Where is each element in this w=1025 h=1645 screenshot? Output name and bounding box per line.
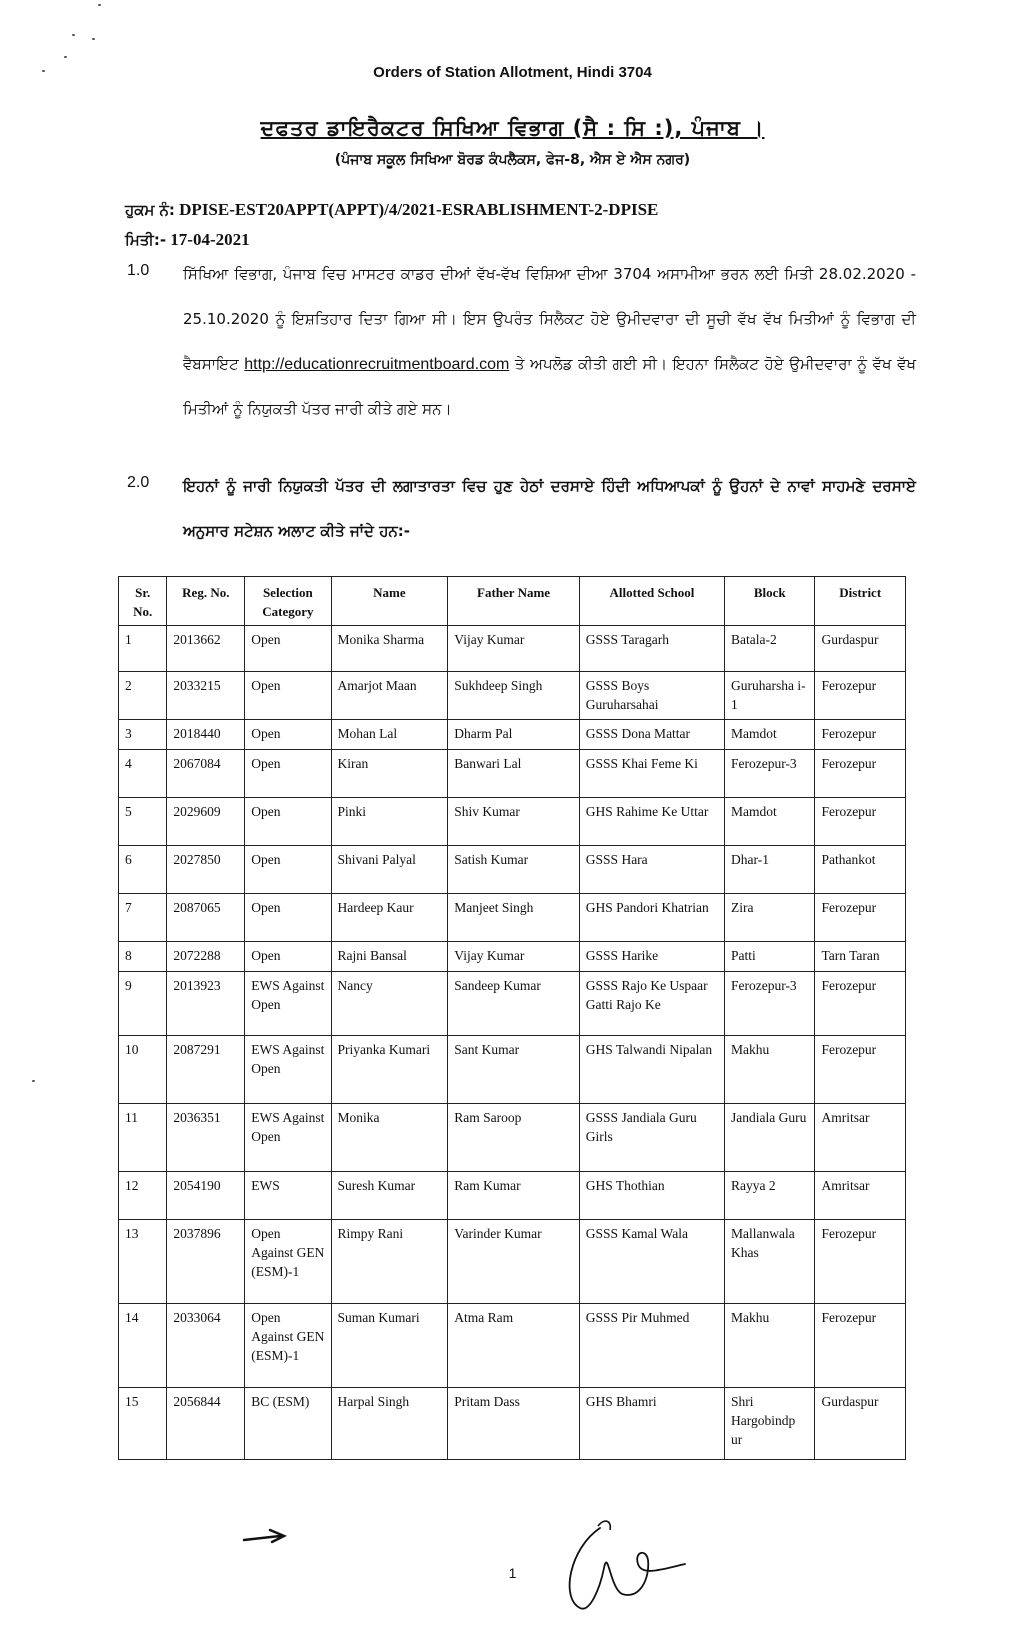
cell-district: Gurdaspur — [815, 626, 906, 672]
cell-father-name: Vijay Kumar — [448, 942, 580, 972]
cell-block: Batala-2 — [724, 626, 814, 672]
table-row — [119, 626, 906, 672]
table-row — [119, 798, 906, 846]
cell-allotted-school: GSSS Kamal Wala — [579, 1220, 724, 1304]
column-header-allotted-school: Allotted School — [579, 577, 724, 626]
cell-reg-no: 2013662 — [167, 626, 245, 672]
cell-father-name: Vijay Kumar — [448, 626, 580, 672]
cell-father-name: Shiv Kumar — [448, 798, 580, 846]
cell-block: Patti — [724, 942, 814, 972]
paragraph-number: 1.0 — [127, 262, 150, 279]
table-header-row — [119, 577, 906, 626]
table-row — [119, 942, 906, 972]
cell-sr-no: 7 — [119, 894, 167, 942]
cell-sr-no: 9 — [119, 972, 167, 1036]
office-title: ਦਫਤਰ ਡਾਇਰੈਕਟਰ ਸਿਖਿਆ ਵਿਭਾਗ (ਸੈ : ਸਿ :), ਪੰਜਾਬ । — [260, 116, 765, 140]
cell-sr-no: 13 — [119, 1220, 167, 1304]
cell-selection-category: Open — [245, 894, 331, 942]
cell-allotted-school: GSSS Boys Guruharsahai — [579, 672, 724, 720]
cell-name: Rimpy Rani — [331, 1220, 448, 1304]
cell-district: Gurdaspur — [815, 1388, 906, 1460]
table-row — [119, 750, 906, 798]
order-number-label: ਹੁਕਮ ਨੰ: — [125, 201, 175, 219]
cell-block: Ferozepur-3 — [724, 750, 814, 798]
cell-sr-no: 15 — [119, 1388, 167, 1460]
cell-father-name: Manjeet Singh — [448, 894, 580, 942]
recruitment-website-link[interactable]: http://educationrecruitmentboard.com — [244, 356, 510, 373]
cell-selection-category: EWS Against Open — [245, 972, 331, 1036]
cell-allotted-school: GSSS Hara — [579, 846, 724, 894]
cell-allotted-school: GSSS Khai Feme Ki — [579, 750, 724, 798]
order-date-line — [125, 230, 250, 250]
cell-district: Ferozepur — [815, 798, 906, 846]
table-row — [119, 972, 906, 1036]
cell-sr-no: 1 — [119, 626, 167, 672]
table-row — [119, 894, 906, 942]
cell-sr-no: 3 — [119, 720, 167, 750]
cell-sr-no: 10 — [119, 1036, 167, 1104]
cell-selection-category: EWS Against Open — [245, 1104, 331, 1172]
order-number-value: DPISE-EST20APPT(APPT)/4/2021-ESRABLISHMENT-2-DPISE — [179, 200, 659, 219]
order-date-label: ਮਿਤੀ:- — [125, 231, 167, 249]
cell-allotted-school: GHS Talwandi Nipalan — [579, 1036, 724, 1104]
cell-name: Nancy — [331, 972, 448, 1036]
cell-selection-category: BC (ESM) — [245, 1388, 331, 1460]
column-header-reg-no: Reg. No. — [167, 577, 245, 626]
cell-district: Amritsar — [815, 1172, 906, 1220]
cell-reg-no: 2029609 — [167, 798, 245, 846]
cell-name: Monika Sharma — [331, 626, 448, 672]
cell-reg-no: 2018440 — [167, 720, 245, 750]
cell-father-name: Sant Kumar — [448, 1036, 580, 1104]
cell-father-name: Sukhdeep Singh — [448, 672, 580, 720]
cell-father-name: Satish Kumar — [448, 846, 580, 894]
cell-selection-category: Open — [245, 942, 331, 972]
cell-district: Pathankot — [815, 846, 906, 894]
cell-selection-category: Open — [245, 750, 331, 798]
scan-speck — [92, 38, 95, 40]
cell-district: Ferozepur — [815, 972, 906, 1036]
column-header-father-name: Father Name — [448, 577, 580, 626]
initials-mark — [240, 1522, 300, 1552]
cell-block: Makhu — [724, 1304, 814, 1388]
table-row — [119, 1104, 906, 1172]
station-allotment-table — [118, 576, 906, 1460]
cell-allotted-school: GSSS Dona Mattar — [579, 720, 724, 750]
cell-reg-no: 2054190 — [167, 1172, 245, 1220]
table-row — [119, 720, 906, 750]
cell-name: Suresh Kumar — [331, 1172, 448, 1220]
cell-name: Mohan Lal — [331, 720, 448, 750]
column-header-selection-category: Selection Category — [245, 577, 331, 626]
cell-father-name: Atma Ram — [448, 1304, 580, 1388]
cell-block: Dhar-1 — [724, 846, 814, 894]
cell-block: Makhu — [724, 1036, 814, 1104]
cell-selection-category: Open — [245, 720, 331, 750]
table-row — [119, 672, 906, 720]
paragraph-1-text-cont: ਤੇ ਅਪਲੋਡ ਕੀਤੀ ਗਈ ਸੀ। ਇਹਨਾ ਸਿਲੈਕਟ ਹੋਏ ਉਮੀਦਵਾਰਾ ਨੂੰ ਵੱਖ ਵੱਖ ਮਿਤੀਆਂ ਨੂੰ ਨਿਯੁਕਤੀ ਪੱਤਰ ਜਾਰੀ ਕੀਤੇ ਗਏ ਸਨ। — [183, 355, 916, 418]
cell-father-name: Varinder Kumar — [448, 1220, 580, 1304]
cell-name: Hardeep Kaur — [331, 894, 448, 942]
column-header-district: District — [815, 577, 906, 626]
cell-sr-no: 8 — [119, 942, 167, 972]
cell-block: Rayya 2 — [724, 1172, 814, 1220]
table-row — [119, 846, 906, 894]
cell-name: Kiran — [331, 750, 448, 798]
page-number: 1 — [508, 1565, 517, 1581]
cell-name: Amarjot Maan — [331, 672, 448, 720]
cell-district: Ferozepur — [815, 672, 906, 720]
cell-district: Ferozepur — [815, 1304, 906, 1388]
table-body — [119, 626, 906, 1460]
cell-reg-no: 2036351 — [167, 1104, 245, 1172]
cell-name: Priyanka Kumari — [331, 1036, 448, 1104]
cell-district: Ferozepur — [815, 1220, 906, 1304]
cell-sr-no: 6 — [119, 846, 167, 894]
cell-selection-category: Open — [245, 672, 331, 720]
cell-reg-no: 2033064 — [167, 1304, 245, 1388]
cell-sr-no: 11 — [119, 1104, 167, 1172]
cell-reg-no: 2056844 — [167, 1388, 245, 1460]
cell-district: Ferozepur — [815, 1036, 906, 1104]
cell-block: Ferozepur-3 — [724, 972, 814, 1036]
document-top-title: Orders of Station Allotment, Hindi 3704 — [373, 64, 652, 81]
cell-name: Harpal Singh — [331, 1388, 448, 1460]
cell-father-name: Pritam Dass — [448, 1388, 580, 1460]
table-row — [119, 1220, 906, 1304]
table-row — [119, 1172, 906, 1220]
column-header-block: Block — [724, 577, 814, 626]
cell-name: Suman Kumari — [331, 1304, 448, 1388]
cell-allotted-school: GSSS Pir Muhmed — [579, 1304, 724, 1388]
cell-allotted-school: GHS Pandori Khatrian — [579, 894, 724, 942]
cell-father-name: Sandeep Kumar — [448, 972, 580, 1036]
scan-speck — [98, 4, 101, 6]
cell-block: Jandiala Guru — [724, 1104, 814, 1172]
paragraph-1 — [183, 252, 916, 432]
cell-father-name: Ram Kumar — [448, 1172, 580, 1220]
scan-speck — [32, 1080, 35, 1082]
cell-block: Guruharsha i-1 — [724, 672, 814, 720]
cell-selection-category: Open Against GEN (ESM)-1 — [245, 1304, 331, 1388]
cell-district: Tarn Taran — [815, 942, 906, 972]
cell-allotted-school: GHS Rahime Ke Uttar — [579, 798, 724, 846]
scan-speck — [64, 56, 67, 58]
cell-reg-no: 2072288 — [167, 942, 245, 972]
cell-father-name: Ram Saroop — [448, 1104, 580, 1172]
cell-father-name: Banwari Lal — [448, 750, 580, 798]
column-header-name: Name — [331, 577, 448, 626]
signature — [560, 1508, 690, 1618]
table-row — [119, 1036, 906, 1104]
cell-sr-no: 2 — [119, 672, 167, 720]
cell-allotted-school: GSSS Jandiala Guru Girls — [579, 1104, 724, 1172]
order-number-line — [125, 200, 658, 220]
cell-name: Shivani Palyal — [331, 846, 448, 894]
scan-speck — [72, 34, 75, 36]
cell-district: Ferozepur — [815, 894, 906, 942]
cell-allotted-school: GHS Thothian — [579, 1172, 724, 1220]
cell-reg-no: 2027850 — [167, 846, 245, 894]
cell-reg-no: 2067084 — [167, 750, 245, 798]
cell-block: Mallanwala Khas — [724, 1220, 814, 1304]
table-row — [119, 1304, 906, 1388]
cell-block: Mamdot — [724, 798, 814, 846]
cell-name: Rajni Bansal — [331, 942, 448, 972]
cell-selection-category: Open — [245, 798, 331, 846]
cell-selection-category: Open — [245, 846, 331, 894]
cell-sr-no: 14 — [119, 1304, 167, 1388]
cell-selection-category: Open Against GEN (ESM)-1 — [245, 1220, 331, 1304]
cell-allotted-school: GHS Bhamri — [579, 1388, 724, 1460]
cell-block: Shri Hargobindp ur — [724, 1388, 814, 1460]
cell-reg-no: 2087291 — [167, 1036, 245, 1104]
cell-district: Ferozepur — [815, 750, 906, 798]
cell-name: Monika — [331, 1104, 448, 1172]
column-header-sr-no: Sr. No. — [119, 577, 167, 626]
cell-district: Amritsar — [815, 1104, 906, 1172]
paragraph-number: 2.0 — [127, 474, 150, 491]
paragraph-1-text: ਸਿੱਖਿਆ ਵਿਭਾਗ, ਪੰਜਾਬ ਵਿਚ ਮਾਸਟਰ ਕਾਡਰ ਦੀਆਂ ਵੱਖ-ਵੱਖ ਵਿਸ਼ਿਆ ਦੀਆ 3704 ਅਸਾਮੀਆ ਭਰਨ ਲਈ ਮਿਤੀ 28.02.2020 - 25.10.2020 ਨੂੰ ਇਸ਼ਤਿਹਾਰ ਦਿਤਾ ਗਿਆ ਸੀ। ਇਸ ਉਪਰੰਤ ਸਿਲੈਕਟ ਹੋਏ ਉਮੀਦਵਾਰਾ ਦੀ ਸੂਚੀ ਵੱਖ ਵੱਖ ਮਿਤੀਆਂ ਨੂੰ ਵਿਭਾਗ ਦੀ ਵੈਬਸਾਇਟ — [183, 265, 916, 373]
cell-selection-category: EWS Against Open — [245, 1036, 331, 1104]
cell-block: Zira — [724, 894, 814, 942]
office-address: (ਪੰਜਾਬ ਸਕੂਲ ਸਿਖਿਆ ਬੋਰਡ ਕੰਪਲੈਕਸ, ਫੇਜ-8, ਐਸ ਏ ਐਸ ਨਗਰ) — [334, 152, 691, 168]
cell-reg-no: 2033215 — [167, 672, 245, 720]
cell-sr-no: 5 — [119, 798, 167, 846]
cell-allotted-school: GSSS Harike — [579, 942, 724, 972]
cell-reg-no: 2037896 — [167, 1220, 245, 1304]
table-row — [119, 1388, 906, 1460]
cell-block: Mamdot — [724, 720, 814, 750]
cell-selection-category: EWS — [245, 1172, 331, 1220]
paragraph-2: ਇਹਨਾਂ ਨੂੰ ਜਾਰੀ ਨਿਯੁਕਤੀ ਪੱਤਰ ਦੀ ਲਗਾਤਾਰਤਾ ਵਿਚ ਹੁਣ ਹੇਠਾਂ ਦਰਸਾਏ ਹਿੰਦੀ ਅਧਿਆਪਕਾਂ ਨੂੰ ਉਹਨਾਂ ਦੇ ਨਾਵਾਂ ਸਾਹਮਣੇ ਦਰਸਾਏ ਅਨੁਸਾਰ ਸਟੇਸ਼ਨ ਅਲਾਟ ਕੀਤੇ ਜਾਂਦੇ ਹਨ:- — [183, 477, 916, 540]
cell-sr-no: 12 — [119, 1172, 167, 1220]
cell-father-name: Dharm Pal — [448, 720, 580, 750]
cell-allotted-school: GSSS Rajo Ke Uspaar Gatti Rajo Ke — [579, 972, 724, 1036]
cell-name: Pinki — [331, 798, 448, 846]
cell-allotted-school: GSSS Taragarh — [579, 626, 724, 672]
cell-selection-category: Open — [245, 626, 331, 672]
cell-reg-no: 2087065 — [167, 894, 245, 942]
cell-district: Ferozepur — [815, 720, 906, 750]
cell-sr-no: 4 — [119, 750, 167, 798]
order-date-value: 17-04-2021 — [170, 230, 250, 249]
cell-reg-no: 2013923 — [167, 972, 245, 1036]
